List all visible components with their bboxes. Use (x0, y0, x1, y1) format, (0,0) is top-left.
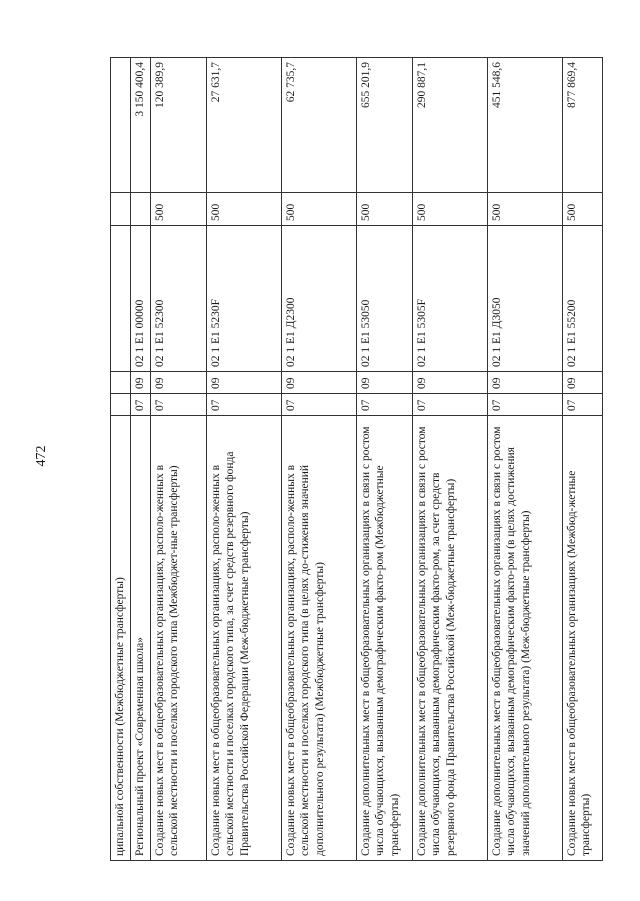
row-name: Создание новых мест в общеобразовательных организациях, располо-женных в сельской местности и поселках городского типа (в целях до-стижения значений дополнительного результата) (Межбюджетные трансферты) (282, 416, 357, 861)
row-subsection (111, 372, 131, 394)
budget-table (110, 58, 593, 861)
row-amount: 3 150 400,4 (131, 58, 151, 193)
row-name: Создание новых мест в общеобразовательных организациях, располо-женных в сельской местности и поселках городского типа (Межбюджет-ные трансферты) (151, 416, 207, 861)
page-number: 472 (34, 445, 49, 467)
row-section: 07 (151, 394, 207, 416)
row-subsection: 09 (357, 372, 413, 394)
row-name: Создание новых мест в общеобразовательных организациях, располо-женных в сельской местности и поселках городского типа, за счет средств резервного фонда Правительства Российской Федерации (Меж-бюджетные трансферты) (207, 416, 282, 861)
row-name: Создание дополнительных мест в общеобразовательных организациях в связи с ростом числа обучающихся, вызванным демографическим факто-ром, за счет средств резервного фонда Правительства Российской (Меж-бюджетные трансферты) (413, 416, 488, 861)
row-subsection: 09 (282, 372, 357, 394)
row-section: 07 (488, 394, 563, 416)
table-row (151, 58, 207, 861)
table-row (131, 58, 151, 861)
row-target-code: 02 1 E1 53050 (357, 226, 413, 372)
row-target-code: 02 1 E1 55200 (563, 226, 603, 372)
row-section: 07 (207, 394, 282, 416)
row-amount: 877 869,4 (563, 58, 603, 193)
row-section (111, 394, 131, 416)
row-name: ципальной собственности (Межбюджетные трансферты) (111, 416, 131, 861)
row-name: Региональный проект «Современная школа» (131, 416, 151, 861)
row-subsection: 09 (151, 372, 207, 394)
table-row (413, 58, 488, 861)
row-subsection: 09 (207, 372, 282, 394)
table-row (563, 58, 603, 861)
row-expense-type (111, 193, 131, 226)
table-row (111, 58, 131, 861)
row-subsection: 09 (488, 372, 563, 394)
row-target-code (111, 226, 131, 372)
row-expense-type: 500 (282, 193, 357, 226)
row-subsection: 09 (131, 372, 151, 394)
table-row (357, 58, 413, 861)
table-row (282, 58, 357, 861)
row-expense-type (131, 193, 151, 226)
table-row (207, 58, 282, 861)
row-section: 07 (131, 394, 151, 416)
row-expense-type: 500 (488, 193, 563, 226)
row-target-code: 02 1 E1 Д3050 (488, 226, 563, 372)
row-target-code: 02 1 E1 5230F (207, 226, 282, 372)
row-name: Создание дополнительных мест в общеобразовательных организациях в связи с ростом числа обучающихся, вызванным демографическим факто-ром (в целях достижения значений дополнительного результата) (Меж-бюджетные трансферты) (488, 416, 563, 861)
row-amount: 62 735,7 (282, 58, 357, 193)
row-expense-type: 500 (151, 193, 207, 226)
table-row (488, 58, 563, 861)
row-target-code: 02 1 E1 Д2300 (282, 226, 357, 372)
row-target-code: 02 1 E1 5305F (413, 226, 488, 372)
row-section: 07 (563, 394, 603, 416)
row-name: Создание новых мест в общеобразовательных организациях (Межбюд-жетные трансферты) (563, 416, 603, 861)
row-name: Создание дополнительных мест в общеобразовательных организациях в связи с ростом числа обучающихся, вызванным демографическим факто-ром (Межбюджетные трансферты) (357, 416, 413, 861)
row-subsection: 09 (413, 372, 488, 394)
row-section: 07 (413, 394, 488, 416)
row-expense-type: 500 (207, 193, 282, 226)
row-section: 07 (282, 394, 357, 416)
row-target-code: 02 1 E1 00000 (131, 226, 151, 372)
row-amount: 451 548,6 (488, 58, 563, 193)
row-amount: 120 389,9 (151, 58, 207, 193)
row-expense-type: 500 (413, 193, 488, 226)
row-amount: 290 887,1 (413, 58, 488, 193)
row-expense-type: 500 (357, 193, 413, 226)
row-expense-type: 500 (563, 193, 603, 226)
row-section: 07 (357, 394, 413, 416)
row-amount (111, 58, 131, 193)
row-subsection: 09 (563, 372, 603, 394)
row-target-code: 02 1 E1 52300 (151, 226, 207, 372)
row-amount: 27 631,7 (207, 58, 282, 193)
row-amount: 655 201,9 (357, 58, 413, 193)
